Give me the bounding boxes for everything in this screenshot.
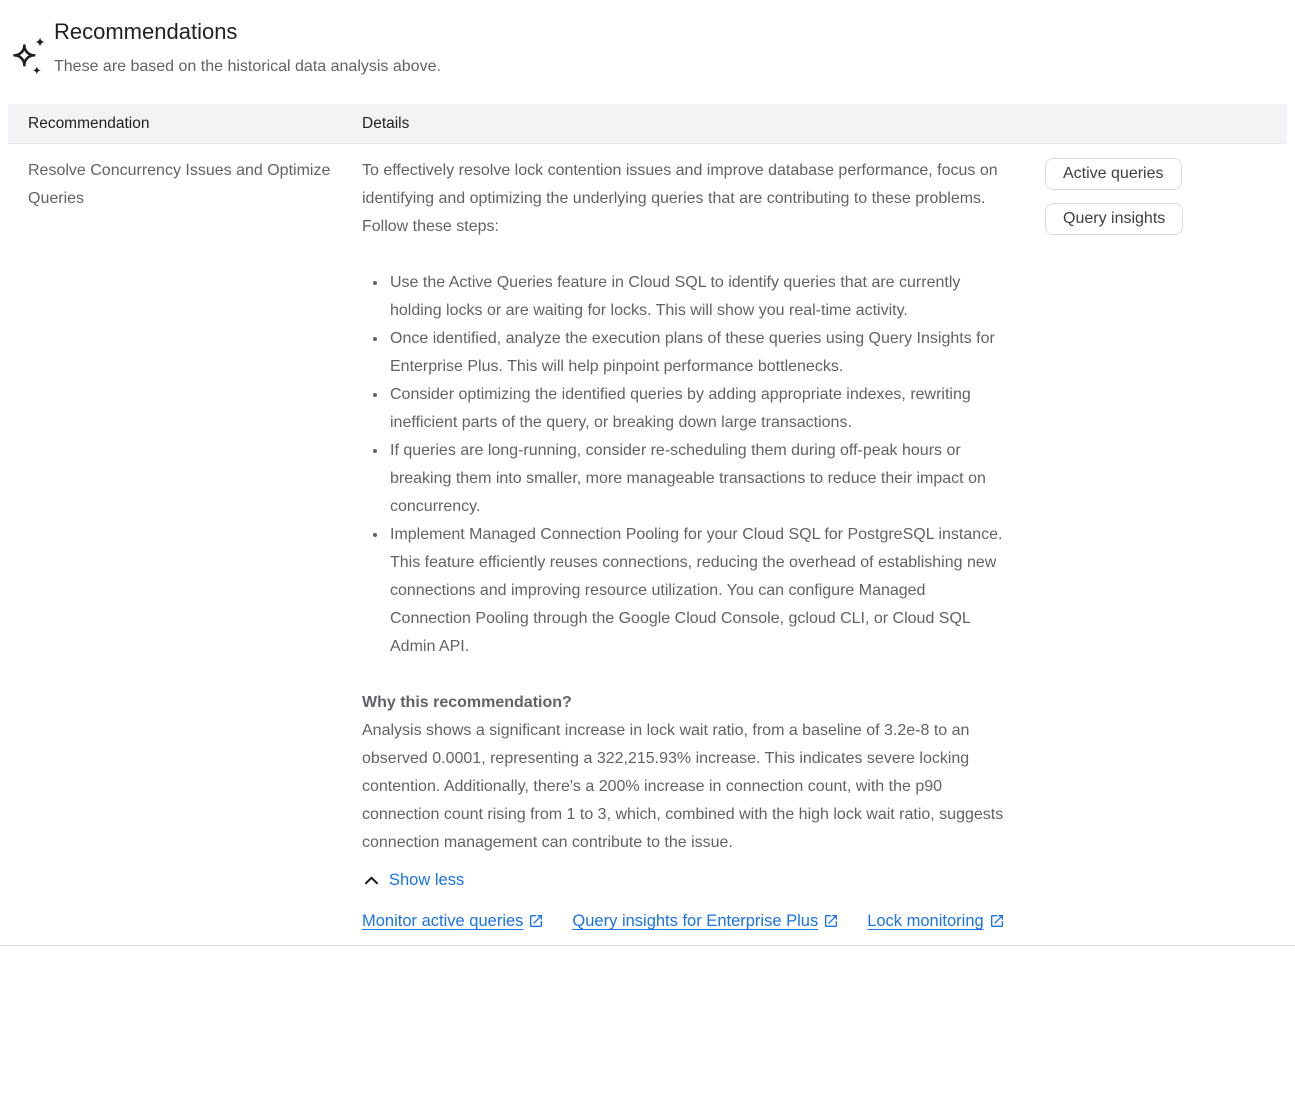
header-text (54, 16, 441, 79)
recommendation-cell: Resolve Concurrency Issues and Optimize Queries (28, 162, 331, 207)
open-in-new-icon (528, 913, 544, 929)
show-less-label: Show less (389, 871, 465, 889)
list-item: • If queries are long-running, consider re-scheduling them during off-peak hours or breaking them into smaller, more manageable transactions to reduce their impact on concurrency. (388, 437, 1007, 521)
list-item: • Consider optimizing the identified queries by adding appropriate indexes, rewriting inefficient parts of the query, or breaking down large transactions. (388, 381, 1007, 437)
active-queries-button[interactable]: Active queries (1045, 158, 1182, 190)
details-bullet-list (362, 269, 1007, 661)
open-in-new-icon (989, 913, 1005, 929)
recommendations-table (0, 104, 1295, 946)
open-in-new-icon (823, 913, 839, 929)
column-header-recommendation: Recommendation (28, 114, 150, 132)
page-title: Recommendations (54, 19, 238, 44)
table-row (0, 144, 1295, 946)
query-insights-button[interactable]: Query insights (1045, 203, 1183, 235)
panel-header (0, 0, 1295, 79)
list-item: • Implement Managed Connection Pooling for your Cloud SQL for PostgreSQL instance. This feature efficiently reuses connections, reducing the overhead of establishing new connections and improving resource utilization. You can configure Managed Connection Pooling through the Google Cloud Console, gcloud CLI, or Cloud SQL Admin API. (388, 521, 1007, 661)
list-item: • Use the Active Queries feature in Cloud SQL to identify queries that are currently holding locks or are waiting for locks. This will show you real-time activity. (388, 269, 1007, 325)
link-query-insights-enterprise-plus[interactable] (572, 907, 839, 935)
details-cell (362, 156, 1045, 935)
page-subtitle: These are based on the historical data analysis above. (54, 58, 441, 75)
documentation-links (362, 907, 1007, 935)
list-item: • Once identified, analyze the execution plans of these queries using Query Insights for Enterprise Plus. This will help pinpoint performance bottlenecks. (388, 325, 1007, 381)
why-recommendation-text: Analysis shows a significant increase in lock wait ratio, from a baseline of 3.2e-8 to an observed 0.0001, representing a 322,215.93% increase. This indicates severe locking contention. Additionally, there's a 200% increase in connection count, with the p90 connection count rising from 1 to 3, which, combined with the high lock wait ratio, suggests connection management can contribute to the issue. (362, 722, 1004, 851)
show-less-button[interactable] (362, 871, 464, 890)
link-monitor-active-queries[interactable] (362, 907, 544, 935)
link-label: Monitor active queries (362, 912, 524, 930)
link-label: Lock monitoring (867, 912, 984, 930)
link-label: Query insights for Enterprise Plus (572, 912, 819, 930)
chevron-up-icon (362, 871, 381, 890)
column-header-details: Details (362, 114, 410, 132)
why-recommendation-heading: Why this recommendation? (362, 694, 572, 711)
table-header-row (8, 104, 1287, 144)
actions-cell (1045, 156, 1287, 935)
gemini-sparkle-icon (8, 16, 54, 78)
details-intro: To effectively resolve lock contention issues and improve database performance, focus on identifying and optimizing the underlying queries that are contributing to these problems. Follow these steps: (362, 162, 998, 235)
link-lock-monitoring[interactable] (867, 907, 1004, 935)
